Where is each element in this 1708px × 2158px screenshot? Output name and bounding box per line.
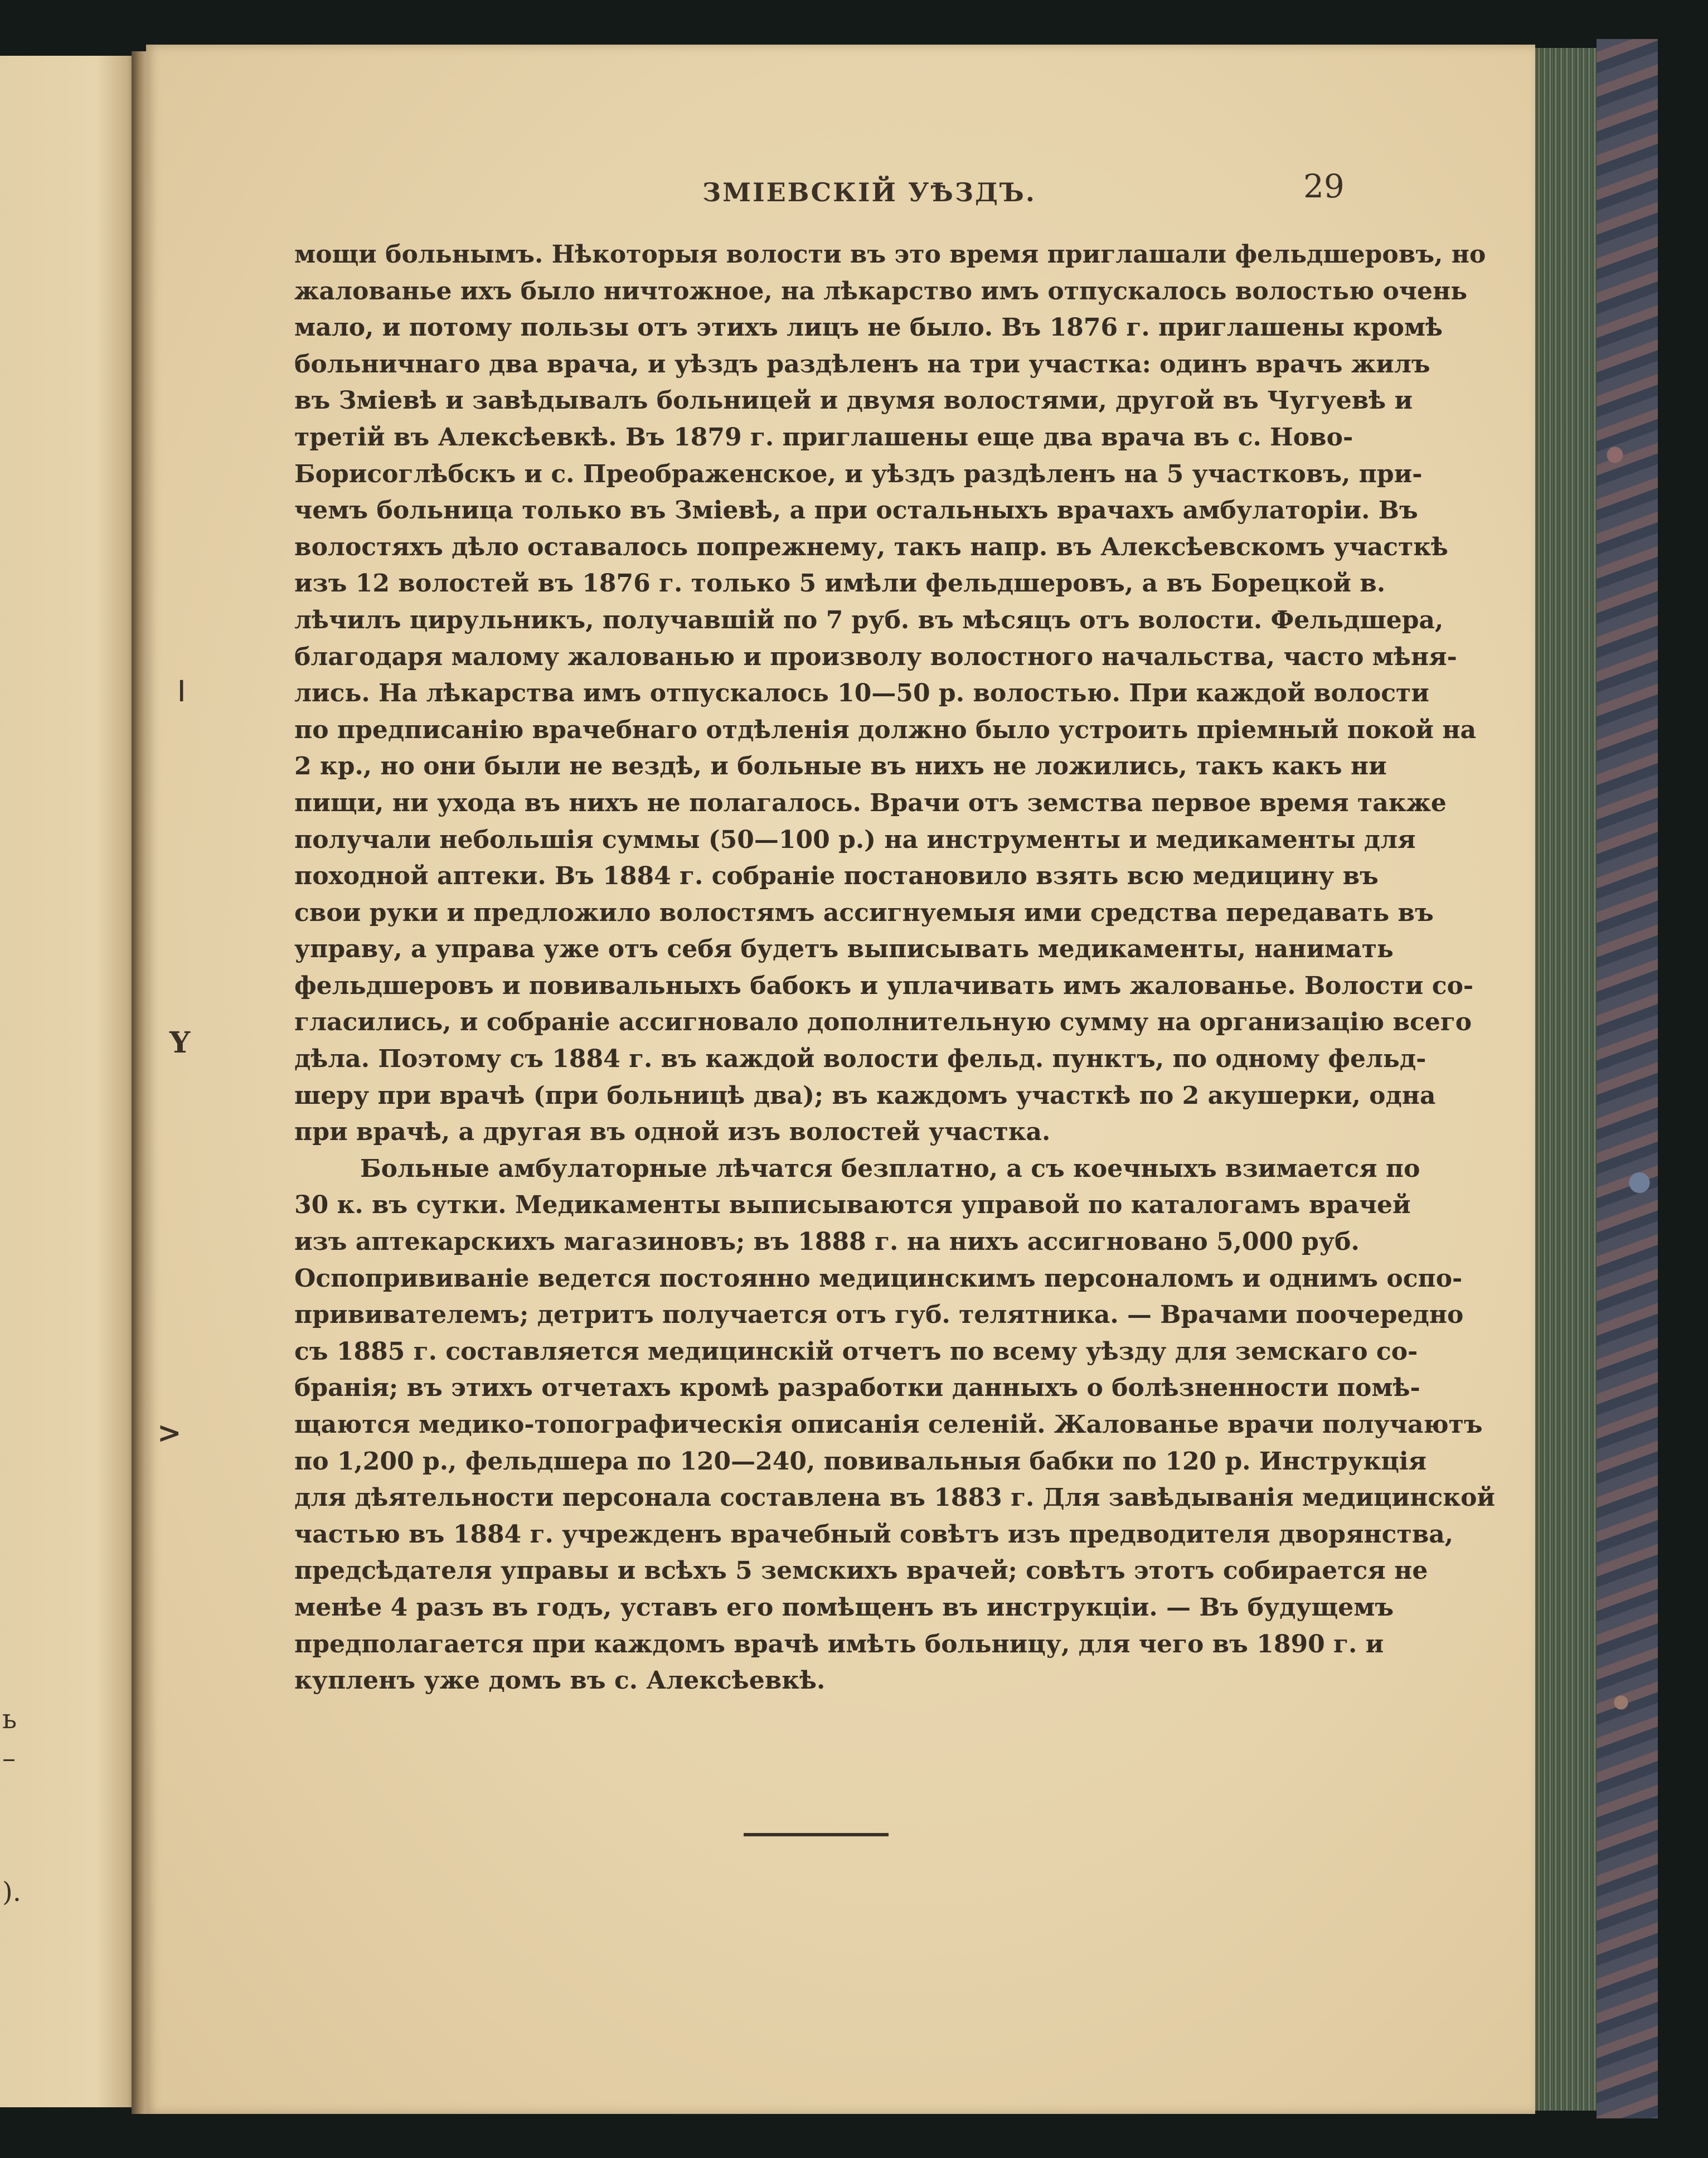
- margin-mark: >: [157, 1416, 182, 1450]
- text-line: лись. На лѣкарства имъ отпускалось 10—50 р. волостью. При каждой волости: [294, 679, 1429, 708]
- text-line: управу, а управа уже отъ себя будетъ выписывать медикаменты, нанимать: [294, 935, 1394, 964]
- text-line: купленъ уже домъ въ с. Алексѣевкѣ.: [294, 1666, 826, 1695]
- marbled-cover: [1597, 39, 1658, 2118]
- text-line: благодаря малому жалованью и произволу волостного начальства, часто мѣня-: [294, 642, 1457, 671]
- body-text: [294, 236, 1496, 1699]
- text-line: 30 к. въ сутки. Медикаменты выписываются управой по каталогамъ врачей: [294, 1191, 1411, 1220]
- text-line: свои руки и предложило волостямъ ассигнуемыя ими средства передавать въ: [294, 898, 1434, 927]
- text-line: предсѣдателя управы и всѣхъ 5 земскихъ врачей; совѣтъ этотъ собирается не: [294, 1556, 1428, 1585]
- running-head: ЗМІЕВСКІЙ УѢЗДЪ.: [702, 177, 1036, 207]
- text-line: по 1,200 р., фельдшера по 120—240, повивальныя бабки по 120 р. Инструкція: [294, 1447, 1427, 1476]
- bleed-through-text: [268, 1717, 1349, 1754]
- text-line: дѣла. Поэтому съ 1884 г. въ каждой волости фельд. пунктъ, по одному фельд-: [294, 1045, 1426, 1074]
- text-line: предполагается при каждомъ врачѣ имѣть больницу, для чего въ 1890 г. и: [294, 1630, 1384, 1658]
- text-line: при врачѣ, а другая въ одной изъ волостей участка.: [294, 1118, 1051, 1147]
- text-line: менѣе 4 разъ въ годъ, уставъ его помѣщенъ въ инструкціи. — Въ будущемъ: [294, 1593, 1394, 1622]
- left-page-fragment: ).: [2, 1876, 21, 1908]
- section-divider: [744, 1833, 889, 1836]
- text-line: прививателемъ; детритъ получается отъ губ. телятника. — Врачами поочередно: [294, 1301, 1464, 1330]
- page-edges: [1535, 48, 1597, 2111]
- text-line: Борисоглѣбскъ и с. Преображенское, и уѣздъ раздѣленъ на 5 участковъ, при-: [294, 459, 1423, 488]
- left-page-fragment: –: [2, 1743, 16, 1774]
- text-line: изъ 12 волостей въ 1876 г. только 5 имѣли фельдшеровъ, а въ Борецкой в.: [294, 569, 1386, 598]
- text-line: частью въ 1884 г. учрежденъ врачебный совѣтъ изъ предводителя дворянства,: [294, 1520, 1454, 1549]
- text-line: мало, и потому пользы отъ этихъ лицъ не было. Въ 1876 г. приглашены кромѣ: [294, 313, 1443, 342]
- text-line: по предписанію врачебнаго отдѣленія должно было устроить пріемный покой на: [294, 715, 1477, 744]
- text-line: бранія; въ этихъ отчетахъ кромѣ разработки данныхъ о болѣзненности помѣ-: [294, 1374, 1420, 1403]
- text-line: походной аптеки. Въ 1884 г. собраніе постановило взять всю медицину въ: [294, 862, 1379, 891]
- text-line: волостяхъ дѣло оставалось попрежнему, такъ напр. въ Алексѣевскомъ участкѣ: [294, 532, 1448, 561]
- text-line: шеру при врачѣ (при больницѣ два); въ каждомъ участкѣ по 2 акушерки, одна: [294, 1081, 1436, 1110]
- text-line: жалованье ихъ было ничтожное, на лѣкарство имъ отпускалось волостью очень: [294, 277, 1468, 305]
- text-line: лѣчилъ цирульникъ, получавшій по 7 руб. въ мѣсяцъ отъ волости. Фельдшера,: [294, 605, 1444, 634]
- page-number: 29: [1303, 167, 1345, 205]
- text-line: мощи больнымъ. Нѣкоторыя волости въ это время приглашали фельдшеровъ, но: [294, 240, 1486, 269]
- margin-mark: Y: [169, 1026, 191, 1060]
- text-line: третій въ Алексѣевкѣ. Въ 1879 г. приглашены еще два врача въ с. Ново-: [294, 423, 1353, 452]
- text-line: Оспопрививаніе ведется постоянно медицинскимъ персоналомъ и однимъ оспо-: [294, 1264, 1463, 1293]
- text-line: больничнаго два врача, и уѣздъ раздѣленъ на три участка: одинъ врачъ жилъ: [294, 350, 1430, 379]
- text-line: щаются медико-топографическія описанія селеній. Жалованье врачи получаютъ: [294, 1410, 1483, 1439]
- text-line: для дѣятельности персонала составлена въ 1883 г. Для завѣдыванія медицинской: [294, 1483, 1496, 1512]
- text-line: изъ аптекарскихъ магазиновъ; въ 1888 г. на нихъ ассигновано 5,000 руб.: [294, 1228, 1360, 1257]
- text-line: чемъ больница только въ Зміевѣ, а при остальныхъ врачахъ амбулаторіи. Въ: [294, 496, 1418, 525]
- left-page: [0, 56, 138, 2107]
- left-page-fragment: ь: [2, 1704, 17, 1735]
- text-line: гласились, и собраніе ассигновало дополнительную сумму на организацію всего: [294, 1008, 1472, 1037]
- text-line: пищи, ни ухода въ нихъ не полагалось. Врачи отъ земства первое время также: [294, 788, 1447, 817]
- text-line: 2 кр., но они были не вездѣ, и больные въ нихъ не ложились, такъ какъ ни: [294, 752, 1387, 781]
- text-line: съ 1885 г. составляется медицинскій отчетъ по всему уѣзду для земскаго со-: [294, 1337, 1418, 1366]
- text-line: фельдшеровъ и повивальныхъ бабокъ и уплачивать имъ жалованье. Волости со-: [294, 971, 1474, 1000]
- text-line: получали небольшія суммы (50—100 р.) на инструменты и медикаменты для: [294, 825, 1416, 854]
- text-line: въ Зміевѣ и завѣдывалъ больницей и двумя волостями, другой въ Чугуевѣ и: [294, 386, 1413, 415]
- margin-mark: ǀ: [177, 675, 186, 709]
- text-line: Больные амбулаторные лѣчатся безплатно, а съ коечныхъ взимается по: [360, 1154, 1420, 1183]
